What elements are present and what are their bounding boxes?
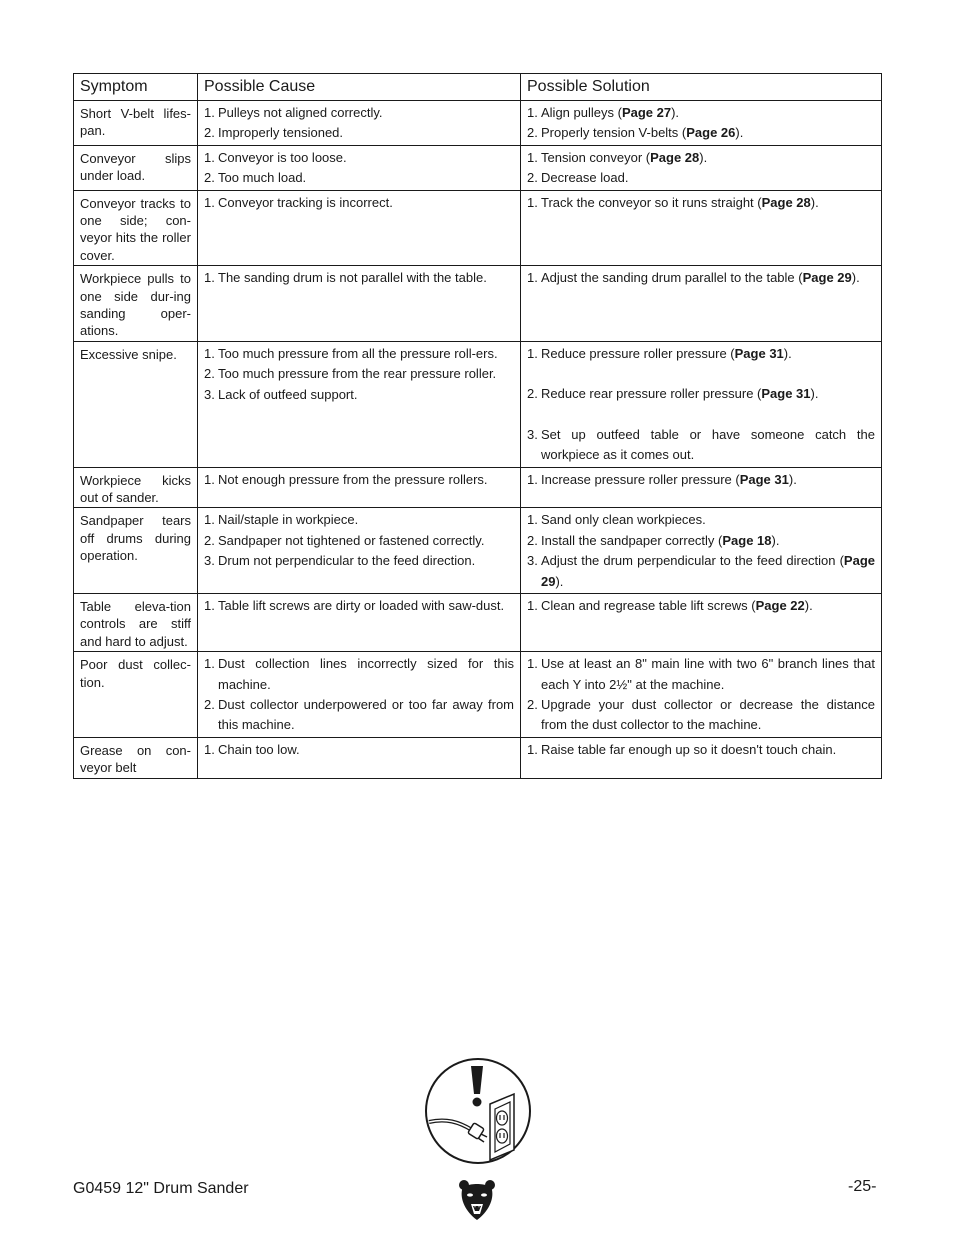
symptom-cell: Excessive snipe. xyxy=(74,341,198,467)
cause-cell xyxy=(198,341,521,467)
solution-text-pre: Install the sandpaper correctly ( xyxy=(541,532,723,548)
solution-list xyxy=(527,510,875,592)
solution-text xyxy=(541,596,875,616)
cause-cell xyxy=(198,145,521,190)
item-number: 1. xyxy=(204,270,215,286)
item-number: 1. xyxy=(527,597,538,613)
solution-text xyxy=(541,510,875,530)
solution-cell xyxy=(521,737,882,778)
table-row xyxy=(74,508,882,594)
solution-item xyxy=(527,470,875,490)
footer-title: G0459 12" Drum Sander xyxy=(73,1180,249,1197)
item-number: 1. xyxy=(204,512,215,528)
cause-item xyxy=(204,123,514,143)
solution-text-pre: Reduce rear pressure roller pressure ( xyxy=(541,386,762,402)
symptom-cell: Workpiece kicks out of sander. xyxy=(74,467,198,508)
cause-text: Conveyor is too loose. xyxy=(218,149,347,165)
solution-text-post: ). xyxy=(671,105,680,120)
solution-text-pre: Use at least an 8" main line with two 6" branch lines that each Y into 2½" at the machine. xyxy=(541,656,875,692)
solution-list xyxy=(527,103,875,144)
cause-item xyxy=(204,364,514,384)
warning-unplug-icon xyxy=(424,1056,532,1171)
solution-text-post: ). xyxy=(810,386,819,402)
cause-text: Pulleys not aligned correctly. xyxy=(218,105,383,120)
solution-text-pre: Raise table far enough up so it doesn't touch chain. xyxy=(541,741,837,757)
solution-text-pre: Adjust the drum perpendicular to the feed direction ( xyxy=(541,553,844,569)
solution-cell xyxy=(521,145,882,190)
item-number: 2. xyxy=(204,696,215,712)
item-number: 1. xyxy=(204,105,215,120)
solution-text-post: ). xyxy=(804,597,813,613)
table-row xyxy=(74,737,882,778)
symptom-cell: Short V-belt lifes-pan. xyxy=(74,101,198,146)
table-row xyxy=(74,190,882,266)
cause-cell xyxy=(198,101,521,146)
page-reference: Page 27 xyxy=(621,105,672,120)
solution-text xyxy=(541,470,875,490)
cause-item xyxy=(204,695,514,736)
cause-text: Dust collection lines incorrectly sized for this machine. xyxy=(218,656,514,692)
solution-list xyxy=(527,193,875,213)
cause-list xyxy=(204,193,514,213)
cause-item xyxy=(204,654,514,695)
bear-logo-icon xyxy=(458,1178,496,1227)
solution-text xyxy=(541,123,875,143)
solution-cell xyxy=(521,341,882,467)
item-number: 2. xyxy=(527,170,538,186)
cause-item xyxy=(204,103,514,123)
cause-text: Nail/staple in workpiece. xyxy=(218,512,359,528)
table-row xyxy=(74,652,882,738)
header-symptom: Symptom xyxy=(74,74,198,101)
solution-text-post: ). xyxy=(851,270,860,286)
solution-text-pre: Tension conveyor ( xyxy=(541,149,651,165)
item-number: 1. xyxy=(527,741,538,757)
cause-list xyxy=(204,470,514,490)
solution-cell xyxy=(521,652,882,738)
solution-text xyxy=(541,103,875,123)
cause-list xyxy=(204,596,514,616)
solution-text-pre: Set up outfeed table or have someone catch the workpiece as it comes out. xyxy=(541,426,875,463)
solution-text-post: ). xyxy=(735,125,744,141)
solution-text xyxy=(541,148,875,168)
item-number: 1. xyxy=(204,194,215,210)
cause-item xyxy=(204,148,514,168)
solution-list xyxy=(527,654,875,736)
item-number: 1. xyxy=(527,471,538,487)
solution-list xyxy=(527,470,875,490)
cause-cell xyxy=(198,467,521,508)
solution-item xyxy=(527,740,875,760)
cause-cell xyxy=(198,593,521,651)
solution-text xyxy=(541,168,875,188)
cause-item xyxy=(204,344,514,364)
cause-text: Lack of outfeed support. xyxy=(218,386,358,402)
solution-cell xyxy=(521,467,882,508)
cause-item xyxy=(204,168,514,188)
table-row xyxy=(74,593,882,651)
cause-text: Sandpaper not tightened or fastened correctly. xyxy=(218,532,485,548)
solution-text xyxy=(541,551,875,592)
table-row xyxy=(74,467,882,508)
item-number: 1. xyxy=(527,194,538,210)
solution-list xyxy=(527,268,875,288)
solution-text xyxy=(541,344,875,364)
solution-text-pre: Sand only clean workpieces. xyxy=(541,512,706,528)
header-possible-solution: Possible Solution xyxy=(521,74,882,101)
cause-text: Conveyor tracking is incorrect. xyxy=(218,194,393,210)
cause-text: Improperly tensioned. xyxy=(218,125,344,141)
cause-text: Drum not perpendicular to the feed direction. xyxy=(218,553,476,569)
cause-text: Too much pressure from the rear pressure roller. xyxy=(218,366,497,382)
item-number: 1. xyxy=(527,149,538,165)
cause-cell xyxy=(198,190,521,266)
cause-list xyxy=(204,344,514,405)
solution-text-post: ). xyxy=(699,149,708,165)
symptom-cell: Conveyor slips under load. xyxy=(74,145,198,190)
solution-text-pre: Reduce pressure roller pressure ( xyxy=(541,345,735,361)
page-reference: Page 26 xyxy=(686,125,736,141)
solution-text-post: ). xyxy=(555,573,564,589)
table-row xyxy=(74,341,882,467)
cause-item xyxy=(204,596,514,616)
spacer xyxy=(527,364,875,384)
solution-text xyxy=(541,695,875,736)
solution-text xyxy=(541,384,875,404)
page-reference: Page 29 xyxy=(802,270,852,286)
cause-cell xyxy=(198,652,521,738)
solution-text-pre: Properly tension V-belts ( xyxy=(541,125,687,141)
item-number: 1. xyxy=(527,512,538,528)
cause-text: Not enough pressure from the pressure rollers. xyxy=(218,471,488,487)
symptom-cell: Grease on con- veyor belt xyxy=(74,737,198,778)
solution-item xyxy=(527,654,875,695)
cause-item xyxy=(204,268,514,288)
table-header-row xyxy=(74,74,882,101)
page-reference: Page 31 xyxy=(734,345,784,361)
page-number: -25- xyxy=(848,1178,877,1195)
cause-list xyxy=(204,148,514,189)
item-number: 2. xyxy=(204,532,215,548)
page-reference: Page 28 xyxy=(650,149,700,165)
symptom-cell: Table eleva-tion controls are stiff and hard to adjust. xyxy=(74,593,198,651)
solution-cell xyxy=(521,508,882,594)
table-row xyxy=(74,145,882,190)
item-number: 1. xyxy=(204,149,215,165)
solution-text-pre: Track the conveyor so it runs straight ( xyxy=(541,194,762,210)
solution-text-pre: Clean and regrease table lift screws ( xyxy=(541,597,756,613)
solution-item xyxy=(527,123,875,143)
item-number: 2. xyxy=(527,532,538,548)
page-reference: Page 31 xyxy=(761,386,811,402)
solution-text xyxy=(541,654,875,695)
cause-list xyxy=(204,268,514,288)
cause-item xyxy=(204,470,514,490)
solution-cell xyxy=(521,101,882,146)
cause-item xyxy=(204,193,514,213)
item-number: 1. xyxy=(527,656,538,672)
item-number: 1. xyxy=(204,656,215,672)
solution-text-pre: Adjust the sanding drum parallel to the table ( xyxy=(541,270,803,286)
spacer xyxy=(527,405,875,425)
page-reference: Page 18 xyxy=(722,532,772,548)
cause-list xyxy=(204,654,514,736)
solution-text xyxy=(541,268,875,288)
item-number: 2. xyxy=(527,125,538,141)
item-number: 3. xyxy=(204,386,215,402)
cause-text: The sanding drum is not parallel with the table. xyxy=(218,270,487,286)
symptom-cell: Workpiece pulls to one side dur-ing sanding oper-ations. xyxy=(74,266,198,342)
item-number: 2. xyxy=(527,386,538,402)
solution-item xyxy=(527,551,875,592)
item-number: 1. xyxy=(204,597,215,613)
cause-text: Table lift screws are dirty or loaded with saw-dust. xyxy=(218,597,505,613)
solution-item xyxy=(527,384,875,404)
solution-item xyxy=(527,695,875,736)
item-number: 1. xyxy=(204,345,215,361)
header-possible-cause: Possible Cause xyxy=(198,74,521,101)
cause-text: Too much pressure from all the pressure roll-ers. xyxy=(218,345,498,361)
item-number: 2. xyxy=(204,366,215,382)
symptom-cell: Poor dust collec-tion. xyxy=(74,652,198,738)
solution-text-post: ). xyxy=(783,345,792,361)
solution-item xyxy=(527,193,875,213)
solution-text-post: ). xyxy=(788,471,797,487)
item-number: 3. xyxy=(204,553,215,569)
solution-list xyxy=(527,148,875,189)
solution-text-pre: Decrease load. xyxy=(541,170,629,186)
solution-item xyxy=(527,510,875,530)
solution-list xyxy=(527,596,875,616)
troubleshooting-table xyxy=(73,73,882,779)
cause-item xyxy=(204,385,514,405)
symptom-cell: Conveyor tracks to one side; con-veyor hits the roller cover. xyxy=(74,190,198,266)
solution-list xyxy=(527,344,875,466)
page-reference: Page 22 xyxy=(755,597,805,613)
solution-text xyxy=(541,193,875,213)
cause-item xyxy=(204,551,514,571)
solution-text xyxy=(541,531,875,551)
page-reference: Page 28 xyxy=(761,194,811,210)
solution-text-post: ). xyxy=(771,532,780,548)
item-number: 2. xyxy=(204,170,215,186)
solution-item xyxy=(527,344,875,364)
item-number: 3. xyxy=(527,553,538,569)
cause-item xyxy=(204,740,514,760)
table-row xyxy=(74,101,882,146)
cause-item xyxy=(204,531,514,551)
item-number: 1. xyxy=(204,741,215,757)
item-number: 3. xyxy=(527,426,538,442)
solution-list xyxy=(527,740,875,760)
solution-text xyxy=(541,740,875,760)
page-reference: Page 29 xyxy=(541,553,875,589)
solution-text-pre: Increase pressure roller pressure ( xyxy=(541,471,740,487)
solution-item xyxy=(527,168,875,188)
cause-text: Dust collector underpowered or too far away from this machine. xyxy=(218,696,514,733)
cause-cell xyxy=(198,508,521,594)
item-number: 2. xyxy=(527,696,538,712)
cause-text: Too much load. xyxy=(218,170,307,186)
item-number: 2. xyxy=(204,125,215,141)
item-number: 1. xyxy=(204,471,215,487)
solution-cell xyxy=(521,593,882,651)
item-number: 1. xyxy=(527,105,538,120)
solution-item xyxy=(527,268,875,288)
symptom-cell: Sandpaper tears off drums during operation. xyxy=(74,508,198,594)
item-number: 1. xyxy=(527,270,538,286)
page-reference: Page 31 xyxy=(739,471,789,487)
solution-text-pre: Align pulleys ( xyxy=(541,105,622,120)
cause-text: Chain too low. xyxy=(218,741,300,757)
solution-text-post: ). xyxy=(810,194,819,210)
cause-list xyxy=(204,510,514,571)
solution-item xyxy=(527,148,875,168)
solution-cell xyxy=(521,266,882,342)
cause-item xyxy=(204,510,514,530)
cause-list xyxy=(204,740,514,760)
solution-item xyxy=(527,425,875,466)
cause-cell xyxy=(198,737,521,778)
cause-cell xyxy=(198,266,521,342)
solution-text-pre: Upgrade your dust collector or decrease the distance from the dust collector to the machine. xyxy=(541,696,875,733)
cause-list xyxy=(204,103,514,144)
item-number: 1. xyxy=(527,345,538,361)
solution-text xyxy=(541,425,875,466)
table-row xyxy=(74,266,882,342)
solution-item xyxy=(527,596,875,616)
solution-item xyxy=(527,531,875,551)
solution-cell xyxy=(521,190,882,266)
solution-item xyxy=(527,103,875,123)
